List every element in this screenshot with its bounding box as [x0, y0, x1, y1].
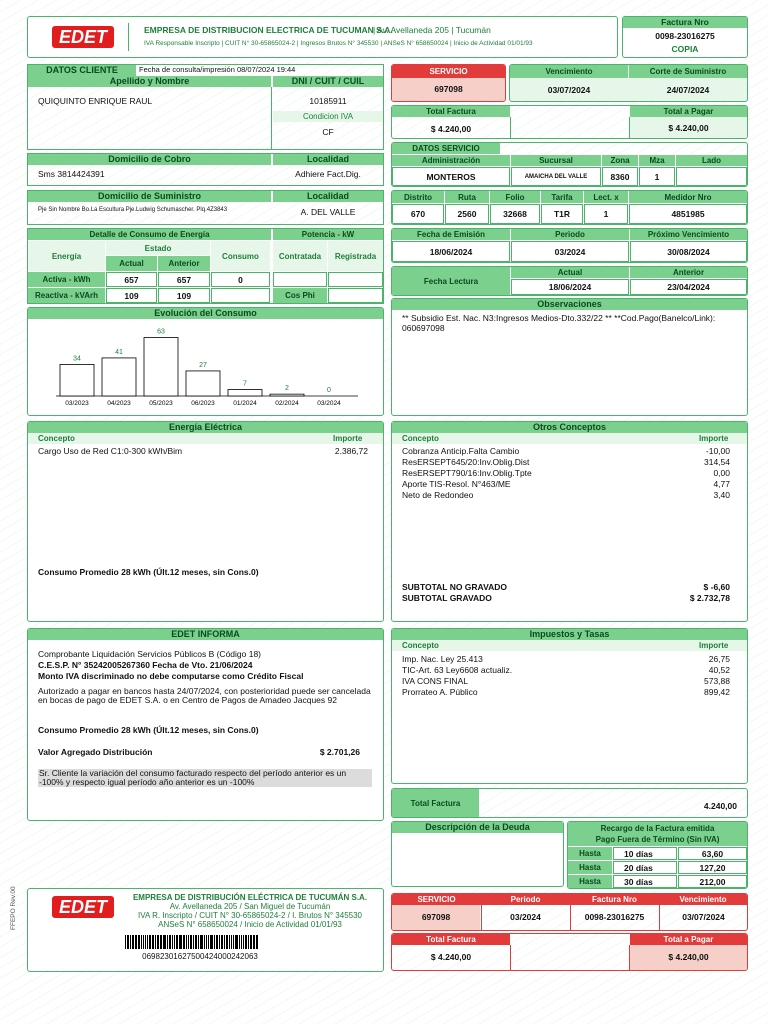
- lectura-anterior-value: 23/04/2024: [630, 279, 747, 295]
- totals-box: [391, 105, 748, 139]
- impuestos-concepto-label: Concepto: [402, 641, 439, 650]
- footer-line-2: IVA R. Inscripto / CUIT N° 30-65865024-2 / I. Brutos N° 345530: [138, 911, 362, 920]
- barcode-bar: [174, 935, 175, 949]
- barcode-bar: [193, 935, 194, 949]
- chart-category-label: 03/2023: [65, 400, 89, 407]
- dni-label: DNI / CUIT / CUIL: [273, 76, 383, 87]
- total-factura-box: [391, 788, 748, 818]
- actual-label: Actual: [106, 256, 157, 271]
- subtotal-no-gravado-label: SUBTOTAL NO GRAVADO: [402, 582, 507, 592]
- barcode-bar: [157, 935, 159, 949]
- sucursal-label: Sucursal: [511, 155, 601, 166]
- suministro-locality: A. DEL VALLE: [300, 207, 356, 217]
- barcode-bar: [226, 935, 228, 949]
- footer-box: [27, 888, 384, 972]
- vencimiento-label: Vencimiento: [510, 65, 628, 78]
- client-dni: 10185911: [309, 96, 347, 106]
- recargo-row-0-hasta: Hasta: [568, 847, 612, 860]
- recargo-row-1-valor: 127,20: [678, 861, 747, 874]
- barcode-bar: [245, 935, 247, 949]
- barcode-bar: [145, 935, 146, 949]
- invoice-number-box: [622, 16, 748, 58]
- reactiva-consumo: [211, 288, 270, 303]
- lado-value: [676, 167, 747, 186]
- chart-value-label: 27: [199, 361, 207, 369]
- chart-value-label: 0: [327, 387, 331, 394]
- consumo-header: Detalle de Consumo de Energía: [28, 229, 271, 240]
- lectura-actual-value: 18/06/2024: [511, 279, 629, 295]
- client-divider: [271, 87, 272, 149]
- client-box: [27, 64, 384, 150]
- barcode-bar: [188, 935, 189, 949]
- energia-label: Energía: [28, 241, 105, 271]
- barcode-bar: [167, 935, 168, 949]
- otros-item-0-importe: -10,00: [705, 446, 730, 456]
- barcode-bar: [243, 935, 244, 949]
- impuesto-item-1: TIC-Art. 63 Ley6608 actualiz.: [402, 665, 513, 675]
- corte-label: Corte de Suministro: [629, 65, 747, 78]
- recargo-subtitle: Pago Fuera de Término (Sin IVA): [595, 835, 720, 844]
- invoice-copy-label: COPIA: [671, 44, 699, 54]
- total-factura-box-label: Total Factura: [392, 789, 479, 817]
- barcode-bar: [152, 935, 154, 949]
- barcode-bar: [141, 935, 142, 949]
- otros-item-4-importe: 3,40: [713, 490, 730, 500]
- barcode-bar: [176, 935, 178, 949]
- contratada-value: [273, 272, 327, 287]
- otros-item-4: Neto de Redondeo: [402, 490, 474, 500]
- stub-factura: 0098-23016275: [570, 905, 658, 930]
- barcode-bar: [198, 935, 199, 949]
- observaciones-header: Observaciones: [392, 299, 747, 310]
- recargo-row-1-dias: 20 días: [613, 861, 677, 874]
- barcode-bar: [210, 935, 213, 949]
- subtotal-gravado-label: SUBTOTAL GRAVADO: [402, 593, 492, 603]
- stub-vencimiento: 03/07/2024: [659, 905, 747, 930]
- chart-value-label: 7: [243, 380, 247, 388]
- barcode-bar: [149, 935, 151, 949]
- otros-item-3-importe: 4,77: [713, 479, 730, 489]
- barcode-bar: [200, 935, 203, 949]
- chart-value-label: 63: [157, 328, 165, 336]
- barcode-bar: [127, 935, 129, 949]
- chart-bar: [228, 390, 262, 397]
- datos-servicio-box: [391, 142, 748, 187]
- stub-factura-label: Factura Nro: [570, 894, 659, 905]
- barcode-bar: [208, 935, 209, 949]
- barcode-bar: [248, 935, 249, 949]
- company-address: | Av. Avellaneda 205 | Tucumán: [373, 25, 491, 35]
- otros-header: Otros Conceptos: [392, 422, 747, 433]
- prox-venc-label: Próximo Vencimiento: [630, 229, 747, 240]
- otros-item-2-importe: 0,00: [713, 468, 730, 478]
- ruta-value: 2560: [445, 204, 489, 224]
- activa-label: Activa - kWh: [28, 272, 105, 287]
- observaciones-text: ** Subsidio Est. Nac. N3:Ingresos Medios-Dto.332/22 ** **Cod.Pago(Banelco/Link): 060697098: [402, 313, 716, 333]
- energia-item-concepto: Cargo Uso de Red C1:0-300 kWh/Bim: [38, 446, 183, 456]
- anterior-label: Anterior: [158, 256, 210, 271]
- print-date: Fecha de consulta/impresión 08/07/2024 19:44: [139, 65, 296, 74]
- impuesto-item-2-importe: 573,88: [704, 676, 730, 686]
- client-header: DATOS CLIENTE: [28, 65, 136, 76]
- barcode-bar: [195, 935, 197, 949]
- emision-value: 18/06/2024: [392, 241, 510, 262]
- barcode-bar: [190, 935, 192, 949]
- barcode-bar: [160, 935, 162, 949]
- chart-title: Evolución del Consumo: [28, 308, 383, 319]
- recargo-row-0-dias: 10 días: [613, 847, 677, 860]
- chart-bar: [144, 338, 178, 397]
- energia-col-header: [28, 433, 383, 444]
- medidor-label: Medidor Nro: [629, 191, 747, 203]
- energia-promedio: Consumo Promedio 28 kWh (Últ.12 meses, sin Cons.0): [38, 567, 259, 577]
- cobro-label: Domicilio de Cobro: [28, 154, 271, 165]
- footer-edet-logo: EDET: [52, 896, 114, 918]
- barcode-bar: [186, 935, 187, 949]
- energia-item-importe: 2.386,72: [334, 446, 368, 456]
- suministro-box: [27, 190, 384, 225]
- total-factura-box-value: 4.240,00: [703, 801, 737, 811]
- informa-promedio: Consumo Promedio 28 kWh (Últ.12 meses, sin Cons.0): [38, 725, 259, 735]
- informa-line-1: Comprobante Liquidación Servicios Públicos B (Código 18): [38, 649, 262, 659]
- otros-item-3: Aporte TIS-Resol. N°463/ME: [402, 479, 511, 489]
- barcode-bar: [250, 935, 252, 949]
- chart-category-label: 03/2024: [317, 400, 341, 407]
- otros-item-2: ResERSEPT790/16:Inv.Oblig.Tpte: [402, 468, 532, 478]
- company-name: EMPRESA DE DISTRIBUCION ELECTRICA DE TUCUMAN S.A.: [144, 25, 393, 35]
- total-pagar-label: Total a Pagar: [630, 106, 747, 117]
- barcode-bar: [253, 935, 255, 949]
- barcode-bar: [231, 935, 232, 949]
- barcode-bar: [216, 935, 218, 949]
- footer-line-1: Av. Avellaneda 205 / San Miguel de Tucumán: [169, 902, 331, 911]
- chart-bar: [102, 358, 136, 396]
- barcode-number: 06982301627500424000242063: [142, 952, 258, 961]
- cobro-loc-label: Localidad: [273, 154, 383, 165]
- barcode-bar: [221, 935, 223, 949]
- energia-electrica-box: [27, 421, 384, 622]
- stub-pagar-label: Total a Pagar: [630, 934, 747, 945]
- consumo-chart: [28, 319, 383, 415]
- recargo-title: Recargo de la Factura emitida: [600, 824, 715, 833]
- otros-conceptos-box: [391, 421, 748, 622]
- barcode-bar: [138, 935, 140, 949]
- barcode-bar: [130, 935, 131, 949]
- tarifa-label: Tarifa: [541, 191, 583, 203]
- chart-bar: [186, 371, 220, 396]
- periodo-label: Periodo: [511, 229, 629, 240]
- client-name: QUIQUINTO ENRIQUE RAUL: [38, 96, 153, 106]
- consumo-box: [27, 228, 384, 304]
- ruta-label: Ruta: [445, 191, 489, 203]
- edet-logo: EDET: [52, 26, 114, 48]
- barcode-bar: [256, 935, 258, 949]
- barcode-bar: [143, 935, 144, 949]
- total-factura-label: Total Factura: [392, 106, 510, 117]
- barcode-bar: [224, 935, 225, 949]
- reactiva-anterior: 109: [158, 288, 210, 303]
- vad-value: $ 2.701,26: [319, 747, 360, 757]
- otros-item-1: ResERSEPT645/20:Inv.Oblig.Dist: [402, 457, 530, 467]
- barcode-bar: [239, 935, 240, 949]
- barcode: [125, 935, 275, 949]
- client-iva: CF: [322, 127, 334, 137]
- impuestos-box: [391, 628, 748, 784]
- otros-item-1-importe: 314,54: [704, 457, 730, 467]
- reactiva-label: Reactiva - kVArh: [28, 288, 105, 303]
- chart-category-label: 05/2023: [149, 400, 173, 407]
- otros-importe-label: Importe: [699, 434, 729, 443]
- chart-category-label: 01/2024: [233, 400, 257, 407]
- adm-value: MONTEROS: [392, 167, 510, 186]
- mza-label: Mza: [639, 155, 675, 166]
- suministro-address: Pje Sin Nombre Bo.La Escultura Pje.Ludwig Schumascher. Plq.4Z3843: [38, 207, 228, 213]
- chart-category-label: 04/2023: [107, 400, 131, 407]
- form-code: FFEPO Rev.00: [10, 886, 17, 930]
- recargo-box: [567, 821, 748, 889]
- sucursal-value: AMAICHA DEL VALLE: [511, 167, 601, 186]
- recargo-row-1-hasta: Hasta: [568, 861, 612, 874]
- barcode-bar: [183, 935, 185, 949]
- edet-informa-box: [27, 628, 384, 821]
- potencia-header: Potencia - kW: [273, 229, 383, 240]
- total-pagar-value: $ 4.240,00: [630, 117, 747, 139]
- medidor-value: 4851985: [629, 204, 747, 224]
- chart-bar: [60, 364, 94, 396]
- footer-line-3: ANSeS N° 658650024 / Inicio de Actividad 01/01/93: [158, 920, 342, 929]
- recargo-row-2-dias: 30 días: [613, 875, 677, 888]
- impuestos-importe-label: Importe: [699, 641, 729, 650]
- barcode-bar: [235, 935, 238, 949]
- folio-label: Folio: [490, 191, 540, 203]
- lectura-anterior-label: Anterior: [630, 267, 747, 278]
- barcode-bar: [125, 935, 126, 949]
- barcode-bar: [172, 935, 173, 949]
- lado-label: Lado: [676, 155, 747, 166]
- variacion-note: Sr. Cliente la variación del consumo facturado respecto del período anterior es un -100% y respecto igual período año anterior es un -100%: [38, 769, 372, 787]
- impuesto-item-0-importe: 26,75: [708, 654, 730, 664]
- fechas-box: [391, 228, 748, 263]
- energia-importe-label: Importe: [333, 434, 363, 443]
- barcode-bar: [233, 935, 234, 949]
- subtotal-gravado: $ 2.732,78: [689, 593, 730, 603]
- chart-value-label: 2: [285, 385, 289, 393]
- footer-company-name: EMPRESA DE DISTRIBUCIÓN ELÉCTRICA DE TUCUMÁN S.A.: [132, 893, 368, 902]
- recargo-row-0-valor: 63,60: [678, 847, 747, 860]
- stub-total-label: Total Factura: [392, 934, 510, 945]
- barcode-bar: [219, 935, 220, 949]
- medidor-box: [391, 190, 748, 225]
- mza-value: 1: [639, 167, 675, 186]
- otros-item-0: Cobranza Anticip.Falta Cambio: [402, 446, 520, 456]
- barcode-bar: [169, 935, 171, 949]
- impuesto-item-0: Imp. Nac. Ley 25.413: [402, 654, 483, 664]
- stub-periodo-label: Periodo: [481, 894, 570, 905]
- otros-col-header: [392, 433, 747, 444]
- reactiva-actual: 109: [106, 288, 157, 303]
- stub-box: [391, 893, 748, 931]
- totals-divider-1: [510, 117, 511, 139]
- barcode-bar: [241, 935, 242, 949]
- service-label: SERVICIO: [392, 65, 505, 78]
- impuestos-header: Impuestos y Tasas: [392, 629, 747, 640]
- observaciones-box: [391, 298, 748, 416]
- activa-consumo: 0: [211, 272, 270, 287]
- service-box: [391, 64, 506, 102]
- chart-category-label: 06/2023: [191, 400, 215, 407]
- stub-venc-label: Vencimiento: [659, 894, 747, 905]
- zona-label: Zona: [602, 155, 638, 166]
- lectura-label: Fecha Lectura: [392, 267, 510, 295]
- barcode-bar: [229, 935, 230, 949]
- informa-line-4: Autorizado a pagar en bancos hasta 24/07/2024, con posterioridad puede ser cancelada en bocas de pago de EDET S.A. o en Centro de Pagos de Amadeo Jacques 92: [38, 686, 371, 705]
- edet-informa-header: EDET INFORMA: [28, 629, 383, 640]
- activa-actual: 657: [106, 272, 157, 287]
- barcode-bar: [206, 935, 207, 949]
- chart-bar: [270, 394, 304, 396]
- distrito-value: 670: [392, 204, 444, 224]
- datos-servicio-header: DATOS SERVICIO: [392, 143, 500, 154]
- lect-label: Lect. x: [584, 191, 628, 203]
- company-tax-info: IVA Responsable Inscripto | CUIT N° 30-65865024-2 | Ingresos Brutos N° 345530 | ANSeS N° 658650024 | Inicio de Actividad 01/01/93: [144, 40, 533, 47]
- name-label: Apellido y Nombre: [28, 76, 271, 87]
- informa-line-2: C.E.S.P. N° 35242005267360 Fecha de Vto. 21/06/2024: [38, 660, 253, 670]
- recargo-header: [568, 822, 747, 846]
- stub-periodo: 03/2024: [481, 905, 569, 930]
- registrada-label: Registrada: [328, 241, 383, 271]
- stub-total-value: $ 4.240,00: [430, 952, 472, 962]
- impuestos-col-header: [392, 640, 747, 651]
- recargo-row-2-valor: 212,00: [678, 875, 747, 888]
- header-divider: [128, 23, 129, 51]
- barcode-bar: [204, 935, 205, 949]
- periodo-value: 03/2024: [511, 241, 629, 262]
- zona-value: 8360: [602, 167, 638, 186]
- cobro-address: Sms 3814424391: [38, 169, 105, 179]
- activa-anterior: 657: [158, 272, 210, 287]
- stub-servicio-label: SERVICIO: [392, 894, 481, 905]
- corte-date: 24/07/2024: [666, 85, 710, 95]
- vencimiento-box: [509, 64, 748, 102]
- energia-concepto-label: Concepto: [38, 434, 75, 443]
- barcode-bar: [163, 935, 166, 949]
- barcode-bar: [135, 935, 137, 949]
- prox-venc-value: 30/08/2024: [630, 241, 747, 262]
- stub-pagar-value: $ 4.240,00: [630, 945, 747, 970]
- impuesto-item-3: Prorrateo A. Público: [402, 687, 478, 697]
- iva-label: Condicion IVA: [273, 111, 383, 122]
- stub-middle-cell: [510, 945, 630, 970]
- impuesto-item-2: IVA CONS FINAL: [402, 676, 468, 686]
- barcode-bar: [179, 935, 182, 949]
- recargo-row-2-hasta: Hasta: [568, 875, 612, 888]
- otros-concepto-label: Concepto: [402, 434, 439, 443]
- barcode-bar: [147, 935, 148, 949]
- cosphi-label: Cos Phi: [273, 288, 327, 303]
- distrito-label: Distrito: [392, 191, 444, 203]
- cosphi-value: [328, 288, 383, 303]
- estado-label: Estado: [106, 241, 210, 255]
- chart-category-label: 02/2024: [275, 400, 299, 407]
- consumo-label: Consumo: [211, 241, 270, 271]
- impuesto-item-3-importe: 899,42: [704, 687, 730, 697]
- adm-label: Administración: [392, 155, 510, 166]
- cobro-box: [27, 153, 384, 186]
- energia-electrica-header: Energía Eléctrica: [28, 422, 383, 433]
- cobro-locality: Adhiere Fact.Dig.: [295, 169, 361, 179]
- lectura-box: [391, 266, 748, 296]
- lectura-actual-label: Actual: [511, 267, 629, 278]
- chart-value-label: 41: [115, 348, 123, 356]
- barcode-bar: [155, 935, 156, 949]
- barcode-bar: [214, 935, 215, 949]
- suministro-label: Domicilio de Suministro: [28, 191, 271, 202]
- vad-label: Valor Agregado Distribución: [38, 747, 153, 757]
- chart-value-label: 34: [73, 355, 81, 363]
- impuesto-item-1-importe: 40,52: [708, 665, 730, 675]
- header-box: [27, 16, 618, 58]
- stub-totals-box: [391, 933, 748, 971]
- registrada-value: [328, 272, 383, 287]
- barcode-bar: [132, 935, 134, 949]
- informa-line-3: Monto IVA discriminado no debe computarse como Crédito Fiscal: [38, 671, 304, 681]
- tarifa-value: T1R: [541, 204, 583, 224]
- consumo-chart-box: [27, 307, 384, 416]
- stub-servicio: 697098: [392, 905, 480, 930]
- suministro-loc-label: Localidad: [273, 191, 383, 202]
- lect-value: 1: [584, 204, 628, 224]
- deuda-box: [391, 821, 564, 887]
- service-number: 697098: [392, 78, 505, 101]
- contratada-label: Contratada: [273, 241, 327, 271]
- emision-label: Fecha de Emisión: [392, 229, 510, 240]
- total-factura-value: $ 4.240,00: [430, 124, 472, 134]
- invoice-number: 0098-23016275: [655, 31, 715, 41]
- vencimiento-date: 03/07/2024: [547, 85, 591, 95]
- subtotal-no-gravado: $ -6,60: [703, 582, 730, 592]
- folio-value: 32668: [490, 204, 540, 224]
- deuda-header: Descripción de la Deuda: [392, 822, 563, 833]
- invoice-number-label: Factura Nro: [623, 17, 747, 28]
